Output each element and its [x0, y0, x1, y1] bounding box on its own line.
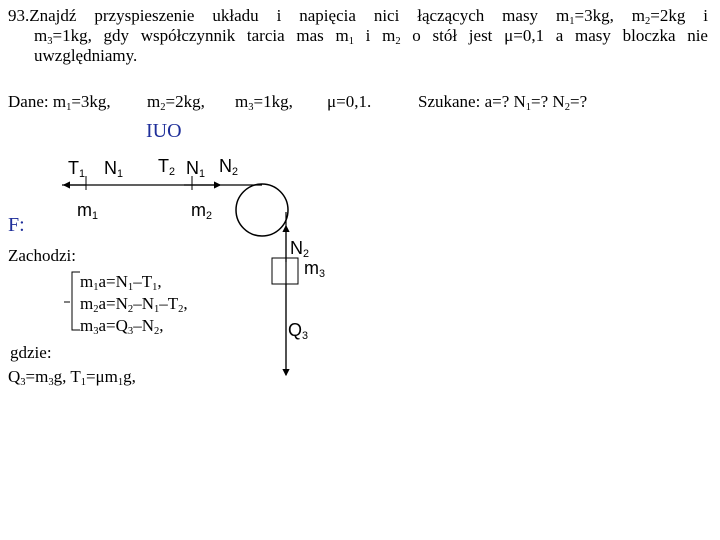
problem-text: =1kg, gdy współczynnik tarcia mas m [52, 26, 349, 45]
problem-text: Znajdź przyspieszenie układu i napięcia nici łączących masy m [29, 6, 570, 25]
subscript: 1 [93, 281, 99, 293]
subscript: 3 [248, 101, 254, 113]
subscript: 1 [117, 376, 124, 388]
subscript: 2 [206, 210, 213, 223]
subscript: 3 [20, 376, 26, 388]
symbol: m [304, 258, 319, 278]
equation-text: –T [159, 294, 179, 313]
equation-text: –N [133, 316, 154, 335]
subscript: 1 [127, 281, 134, 293]
equation-text: m [80, 294, 94, 313]
equation-text: m [80, 316, 94, 335]
problem-text: i m [353, 26, 396, 45]
symbol: T [68, 158, 79, 178]
equation-text: –T [133, 272, 153, 291]
subscript: 2 [169, 166, 176, 179]
equation-bracket [72, 272, 80, 330]
subscript: 2 [644, 15, 651, 27]
sought-text: Szukane: a=? N [418, 92, 526, 111]
subscript: 2 [93, 303, 99, 315]
symbol: N [290, 238, 303, 258]
symbol: m [191, 200, 206, 220]
label-n1-left [104, 158, 123, 179]
label-m1 [77, 200, 98, 221]
label-t1 [68, 158, 85, 179]
subscript: 2 [178, 303, 184, 315]
subscript: 3 [302, 330, 309, 343]
problem-number: 93. [8, 6, 30, 25]
subscript: 1 [525, 101, 532, 113]
subscript: 1 [152, 281, 158, 293]
problem-text: =2kg i [650, 6, 708, 25]
symbol: N [219, 156, 232, 176]
given-value: =1kg, [253, 92, 293, 111]
equation-text: , [159, 316, 164, 335]
equation-text: , [183, 294, 188, 313]
subscript: 1 [569, 15, 575, 27]
sought-text: =? N [531, 92, 565, 111]
equation-3 [80, 316, 163, 336]
equation-text: =m [25, 367, 49, 386]
sought-text: =? [569, 92, 588, 111]
subscript: 2 [232, 166, 239, 179]
symbol: m [77, 200, 92, 220]
symbol: N [104, 158, 117, 178]
subscript: 3 [93, 325, 99, 337]
subscript: 2 [395, 35, 401, 47]
label-n1-right [186, 158, 205, 179]
subscript: 2 [127, 303, 134, 315]
equation-text: a=Q [98, 316, 128, 335]
equation-text: g, T [53, 367, 81, 386]
given-value: =3kg, [71, 92, 111, 111]
forces-label: F: [8, 214, 25, 236]
subscript: 1 [117, 168, 124, 181]
problem-text: o stół jest μ=0,1 a masy bloczka nie [400, 26, 708, 45]
problem-text: m [34, 26, 48, 45]
where-label: gdzie: [10, 343, 52, 362]
given-symbol: m [235, 92, 249, 111]
symbol: Q [288, 320, 303, 340]
given-symbol: m [147, 92, 161, 111]
mass3-box [272, 258, 298, 284]
problem-text: =3kg, m [574, 6, 645, 25]
frame-label: IUO [146, 120, 182, 142]
label-n2-top [219, 156, 238, 177]
label-m3 [304, 258, 325, 279]
label-n2 [290, 238, 309, 259]
subscript: 1 [153, 303, 160, 315]
problem-line-3: uwzględniamy. [34, 46, 138, 65]
equation-text: Q [8, 367, 21, 386]
subscript: 1 [79, 168, 86, 181]
equation-text: =μm [85, 367, 118, 386]
subscript: 3 [47, 35, 53, 47]
subscript: 2 [564, 101, 570, 113]
subscript: 2 [153, 325, 160, 337]
equation-text: g, [123, 367, 136, 386]
subscript: 3 [48, 376, 54, 388]
equation-text: m [80, 272, 94, 291]
subscript: 1 [80, 376, 86, 388]
label-m2 [191, 200, 212, 221]
subscript: 3 [319, 268, 326, 281]
symbol: T [158, 156, 169, 176]
subscript: 2 [160, 101, 166, 113]
equation-text: a=N [98, 294, 128, 313]
given-label: Dane: m [8, 92, 67, 111]
equation-text: a=N [98, 272, 128, 291]
equation-text: , [157, 272, 162, 291]
subscript: 1 [199, 168, 206, 181]
subscript: 2 [303, 248, 310, 261]
label-q3 [288, 320, 308, 341]
definitions [8, 367, 136, 387]
given-value: =2kg, [165, 92, 205, 111]
given-mu: μ=0,1. [327, 92, 372, 111]
subscript: 1 [92, 210, 99, 223]
equation-1 [80, 272, 162, 292]
subscript: 1 [66, 101, 72, 113]
pulley-circle [236, 184, 288, 236]
equations-intro: Zachodzi: [8, 246, 76, 265]
equation-2 [80, 294, 188, 314]
symbol: N [186, 158, 199, 178]
subscript: 1 [348, 35, 354, 47]
equation-text: –N [133, 294, 154, 313]
label-t2 [158, 156, 175, 177]
subscript: 3 [127, 325, 134, 337]
